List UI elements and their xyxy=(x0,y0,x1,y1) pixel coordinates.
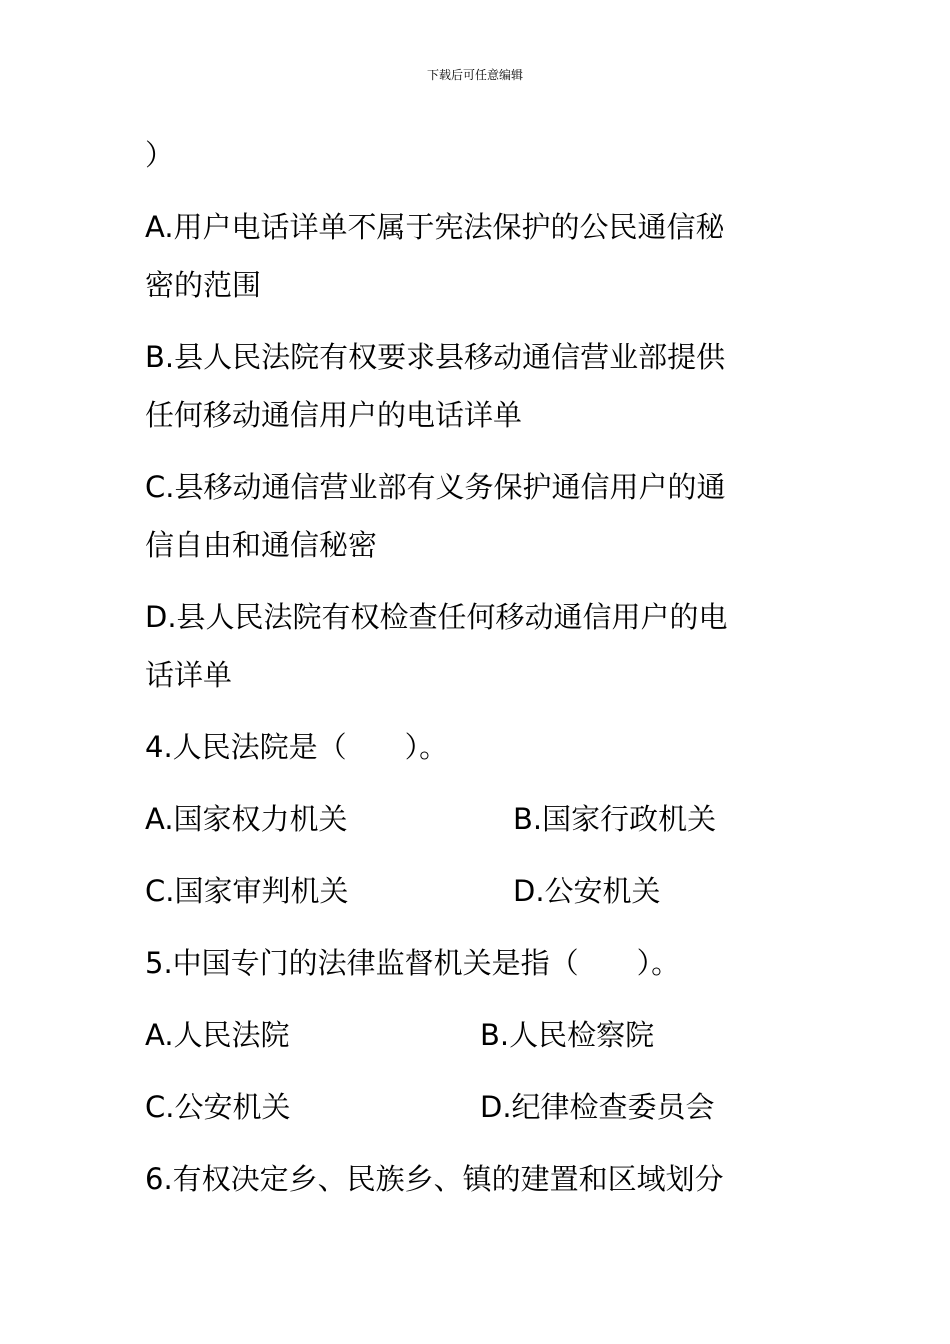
q5-option-b: B.人民检察院 xyxy=(480,1018,655,1052)
q4-option-a: A.国家权力机关 xyxy=(145,802,348,836)
q5-option-c: C.公安机关 xyxy=(145,1090,291,1124)
q5-option-a: A.人民法院 xyxy=(145,1018,290,1052)
q5-options-row-2 xyxy=(145,1078,815,1136)
q3-option-b-line2: 任何移动通信用户的电话详单 xyxy=(145,398,523,432)
q3-option-b-line1: B.县人民法院有权要求县移动通信营业部提供 xyxy=(145,340,726,374)
page-header: 下载后可任意编辑 xyxy=(426,68,523,82)
q3-option-c-line2: 信自由和通信秘密 xyxy=(145,528,378,562)
q5-stem: 5.中国专门的法律监督机关是指（ ）。 xyxy=(145,946,681,980)
q5-options-row-1 xyxy=(145,1006,815,1064)
q3-option-a-line1: A.用户电话详单不属于宪法保护的公民通信秘 xyxy=(145,210,725,244)
q3-option-d-line1: D.县人民法院有权检查任何移动通信用户的电 xyxy=(145,600,728,634)
q3-option-a-line2: 密的范围 xyxy=(145,268,262,302)
q3-option-d-line2: 话详单 xyxy=(145,658,233,692)
q4-stem: 4.人民法院是（ ）。 xyxy=(145,730,449,764)
document-body xyxy=(145,126,815,1208)
q5-option-d: D.纪律检查委员会 xyxy=(480,1090,715,1124)
q3-tail: ） xyxy=(145,138,175,172)
q4-option-d: D.公安机关 xyxy=(513,874,661,908)
q6-stem: 6.有权决定乡、民族乡、镇的建置和区域划分 xyxy=(145,1162,724,1196)
q4-option-c: C.国家审判机关 xyxy=(145,874,349,908)
q4-options-row-1 xyxy=(145,790,815,848)
q4-options-row-2 xyxy=(145,862,815,920)
q4-option-b: B.国家行政机关 xyxy=(513,802,717,836)
q3-option-c-line1: C.县移动通信营业部有义务保护通信用户的通 xyxy=(145,470,726,504)
